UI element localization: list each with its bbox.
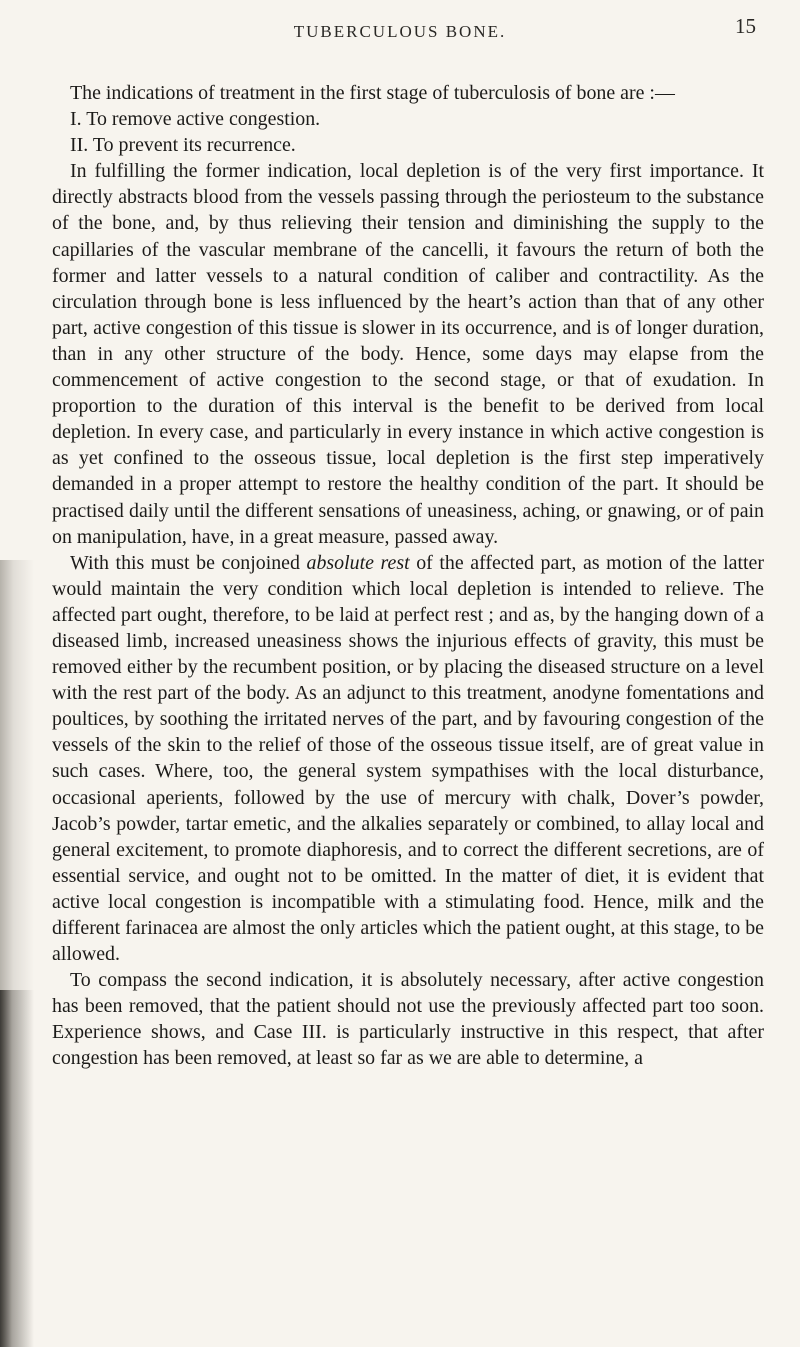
text-run: With this must be conjoined — [70, 551, 307, 574]
list-item-1: I. To remove active congestion. — [70, 108, 321, 131]
list-item-2: II. To prevent its recurrence. — [70, 134, 296, 157]
page-number: 15 — [735, 14, 756, 38]
binding-shadow-dark — [0, 990, 34, 1347]
body-text — [52, 80, 764, 1072]
running-head: TUBERCULOUS BONE. — [293, 22, 507, 41]
paragraph-intro: The indications of treatment in the first stage of tuberculosis of bone are :— — [70, 82, 675, 104]
text-run: of the affected part, as motion of the latter would maintain the very condition which local depletion is intended to relieve. The affected part ought, therefore, to be laid at perfect rest ; and as, by the hanging down of a diseased limb, increased uneasiness shows the injurious effects of gravity, this must be removed either by the recumbent position, or by placing the diseased structure on a level with the rest part of the body. As an adjunct to this treatment, anodyne fomentations and poultices, by soothing the irritated nerves of the part, and by favouring congestion of the vessels of the skin to the relief of those of the osseous tissue itself, are of great value in such cases. Where, too, the general system sympathises with the local disturbance, occasional aperients, followed by the use of mercury with chalk, Dover’s powder, Jacob’s powder, tartar emetic, and the alkalies separately or combined, to allay local and general excitement, to promote diaphoresis, and to correct the different secretions, are of essential service, and ought not to be omitted. In the matter of diet, it is evident that active local congestion is incompatible with a stimulating food. Hence, milk and the different farinacea are almost the only articles which the patient ought, at this stage, to be allowed. — [52, 551, 764, 966]
emphasis-absolute-rest: absolute rest — [306, 551, 410, 574]
paragraph-absolute-rest — [52, 550, 764, 968]
paragraph-local-depletion: In fulfilling the former indication, local depletion is of the very first importance. It directly abstracts blood from the vessels passing through the periosteum to the substance of the bone, and, by thus relieving their tension and diminishing the supply to the capillaries of the vascular membrane of the cancelli, it favours the return of both the former and latter vessels to a natural condition of caliber and contractility. As the circulation through bone is less influenced by the heart’s action than that of any other part, active congestion of this tissue is slower in its occurrence, and is of longer duration, than in any other structure of the body. Hence, some days may elapse from the commencement of active congestion to the second stage, or that of exudation. In proportion to the duration of this interval is the benefit to be derived from local depletion. In every case, and particularly in every instance in which active congestion is as yet confined to the osseous tissue, local depletion is the first step imperatively demanded in a proper attempt to restore the healthy condition of the part. It should be practised daily until the different sensations of uneasiness, aching, or gnawing, or of pain on manipulation, have, in a great measure, passed away. — [52, 160, 764, 548]
paragraph-second-indication: To compass the second indication, it is absolutely necessary, after active congestion has been removed, that the patient should not use the previously affected part too soon. Experience shows, and Case III. is particularly instructive in this respect, that after congestion has been removed, at least so far as we are able to determine, a — [52, 969, 764, 1070]
